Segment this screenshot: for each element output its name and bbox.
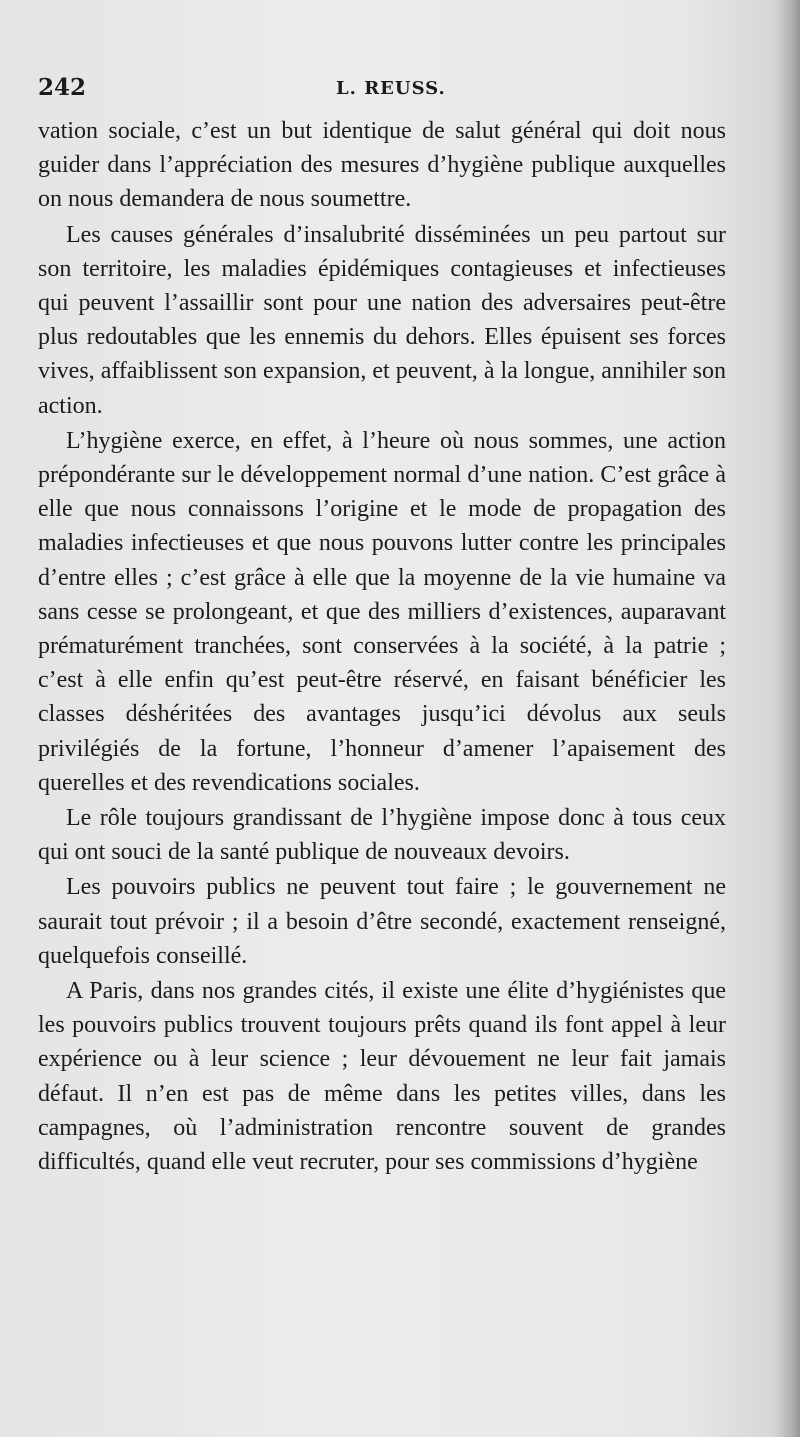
page-number: 242 bbox=[38, 74, 87, 101]
paragraph: Les pouvoirs publics ne peuvent tout faire ; le gouvernement ne saurait tout prévoir ; il a besoin d’être secondé, exactement renseigné, quelquefois conseillé. bbox=[38, 874, 726, 969]
paragraph: Le rôle toujours grandissant de l’hygiène impose donc à tous ceux qui ont souci de la santé publique de nouveaux devoirs. bbox=[38, 805, 726, 866]
page-header bbox=[38, 74, 728, 108]
paragraph: Les causes générales d’insalubrité disséminées un peu partout sur son territoire, les maladies épidémiques contagieuses et infectieuses qui peuvent l’assaillir sont pour une nation des adversaires peut-être plus redoutables que les ennemis du dehors. Elles épuisent ses forces vives, affaiblissent son expansion, et peuvent, à la longue, annihiler son action. bbox=[38, 221, 726, 419]
paragraph: A Paris, dans nos grandes cités, il existe une élite d’hygiénistes que les pouvoirs publics trouvent toujours prêts quand ils font appel à leur expérience ou à leur science ; leur dévouement ne leur fait jamais défaut. Il n’en est pas de même dans les petites villes, dans les campagnes, où l’administration rencontre souvent de grandes difficultés, quand elle veut recruter, pour ses commissions d’hygiène bbox=[38, 978, 726, 1176]
paragraph: L’hygiène exerce, en effet, à l’heure où nous sommes, une action prépondérante sur le développement normal d’une nation. C’est grâce à elle que nous connaissons l’origine et le mode de propagation des maladies infectieuses et que nous pouvons lutter contre les principales d’entre elles ; c’est grâce à elle que la moyenne de la vie humaine va sans cesse se prolongeant, et que des milliers d’existences, auparavant prématurément tranchées, sont conservées à la société, à la patrie ; c’est à elle enfin qu’est peut-être réservé, en faisant bénéficier les classes déshéritées des avantages jusqu’ici dévolus aux seuls privilégiés de la fortune, l’honneur d’amener l’apaisement des querelles et des revendications sociales. bbox=[38, 427, 726, 796]
body-text bbox=[38, 114, 726, 1179]
running-head: L. REUSS. bbox=[336, 78, 446, 99]
paragraph-continued: vation sociale, c’est un but identique de salut général qui doit nous guider dans l’appréciation des mesures d’hygiène publique auxquelles on nous demandera de nous soumettre. bbox=[38, 118, 726, 213]
